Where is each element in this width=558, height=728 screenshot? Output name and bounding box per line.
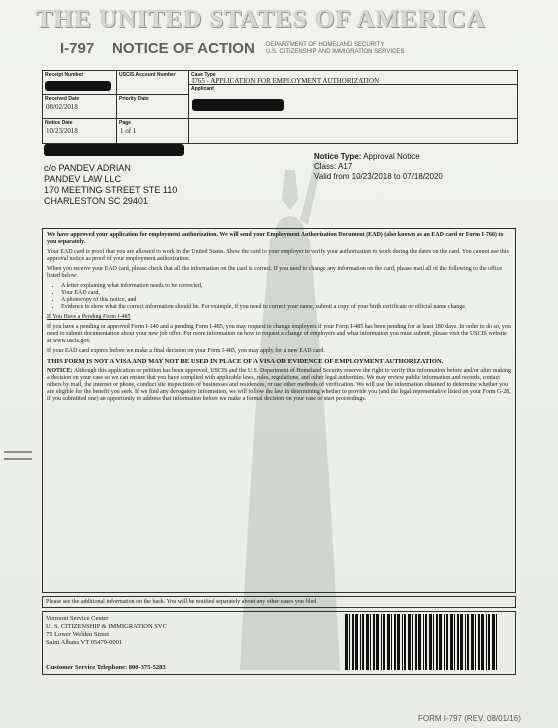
form-revision-code: FORM I-797 (REV. 08/01/16) [418, 714, 521, 723]
redaction [45, 81, 111, 91]
redaction [192, 99, 284, 111]
approval-paragraph: We have approved your application for employment authorization. We will send your Employment Authorization Document (EAD) (also known as an EAD card or Form I-766) to you separately. [47, 232, 504, 245]
list-item: • Your EAD card, [61, 290, 511, 297]
service-center-address: Vermont Service Center U. S. CITIZENSHIP & IMMIGRATION SVC 75 Lower Welden Street Saint Albans VT 05479-0001 [46, 615, 167, 646]
list-item: • A photocopy of this notice, and [61, 297, 511, 304]
form-number: I-797 [60, 40, 95, 57]
additional-info-note: Please see the additional information on the back. You will be notified separately about any other cases you filed. [42, 596, 516, 608]
priority-date-cell: Priority Date [117, 95, 189, 119]
pending-i485-heading: If You Have a Pending Form I-485 [47, 314, 131, 320]
uscis-account-cell: USCIS Account Number [117, 71, 189, 95]
mailing-address: c/o PANDEV ADRIAN PANDEV LAW LLC 170 MEETING STREET STE 110 CHARLESTON SC 29401 [44, 163, 178, 206]
banner-title: THE UNITED STATES OF AMERICA [36, 6, 486, 33]
correction-list [61, 283, 511, 311]
received-date-cell: Received Date 08/02/2018 [43, 95, 117, 119]
case-type-value: I765 - APPLICATION FOR EMPLOYMENT AUTHORIZATION [192, 77, 380, 85]
notice-type-block: Notice Type: Approval Notice Class: A17 Valid from 10/23/2018 to 07/18/2020 [314, 152, 443, 181]
applicant-cell: Applicant [189, 85, 517, 119]
margin-marks [4, 450, 34, 462]
receipt-cell: Receipt Number [43, 71, 117, 95]
ead-proof-paragraph: Your EAD card is proof that you are allowed to work in the United States. Show the card to your employer to verify your authorization to work during the dates on the card. You cannot use this approval notice as proof of your employment authorization. [47, 249, 509, 262]
check-info-paragraph: When you receive your EAD card, please check that all the information on the card is correct. If you need to change any information on the card, please mail all of the following to the office listed below: [47, 266, 503, 279]
form-header [60, 40, 530, 58]
notice-paragraph: NOTICE: Although this application or petition has been approved, USCIS and the U.S. Department of Homeland Security reserve the right to verify this information before and/or after making a decision on your case so we can ensure that you have complied with applicable laws, rules, regulations, and other legal authorities. We may review public information and records, contact others by mail, the internet or phone, conduct site inspections of businesses and residences, or use other methods of verification. We will use the information obtained to determine whether you are eligible for the benefit you seek. If we find any derogatory information, we will follow the law in determining whether to provide you (and the legal representative listed on your Form G-28, if you submitted one) an opportunity to address that information before we make a formal decision on your case or start proceedings. [47, 368, 511, 402]
pending-i485-paragraph: If you have a pending or approved Form I-140 and a pending Form I-485, you may request to change employers if your Form I-485 has been pending for at least 180 days. In order to do so, you need to submit documentation about your new job offer. For more information on how to request a change of employers and what information you must submit, please visit the USCIS website at www.uscis.gov. [47, 324, 511, 344]
barcode [343, 614, 503, 670]
ead-expiry-paragraph: If your EAD card expires before we make a final decision on your Form I-485, you may apply for a new EAD card. [47, 348, 325, 354]
list-item: • Evidence to show what the correct information should be. For example, if you need to correct your name, submit a copy of your birth certificate or official name change. [61, 304, 511, 311]
notice-date-cell: Notice Date 10/23/2018 [43, 119, 117, 143]
customer-service-phone: Customer Service Telephone: 800-375-5283 [46, 664, 166, 671]
not-a-visa-warning: THIS FORM IS NOT A VISA AND MAY NOT BE USED IN PLACE OF A VISA OR EVIDENCE OF EMPLOYMENT AUTHORIZATION. [47, 358, 444, 365]
case-type-cell: Case Type I765 - APPLICATION FOR EMPLOYMENT AUTHORIZATION [189, 71, 517, 85]
notice-of-action-title: NOTICE OF ACTION [112, 40, 255, 57]
department-label: DEPARTMENT OF HOMELAND SECURITY U.S. CITIZENSHIP AND IMMIGRATION SERVICES [266, 42, 405, 55]
page-cell: Page 1 of 1 [117, 119, 189, 143]
case-info-table [42, 70, 518, 144]
service-center-block [42, 611, 516, 675]
notice-body [42, 228, 516, 593]
list-item: • A letter explaining what information needs to be corrected, [61, 283, 511, 290]
